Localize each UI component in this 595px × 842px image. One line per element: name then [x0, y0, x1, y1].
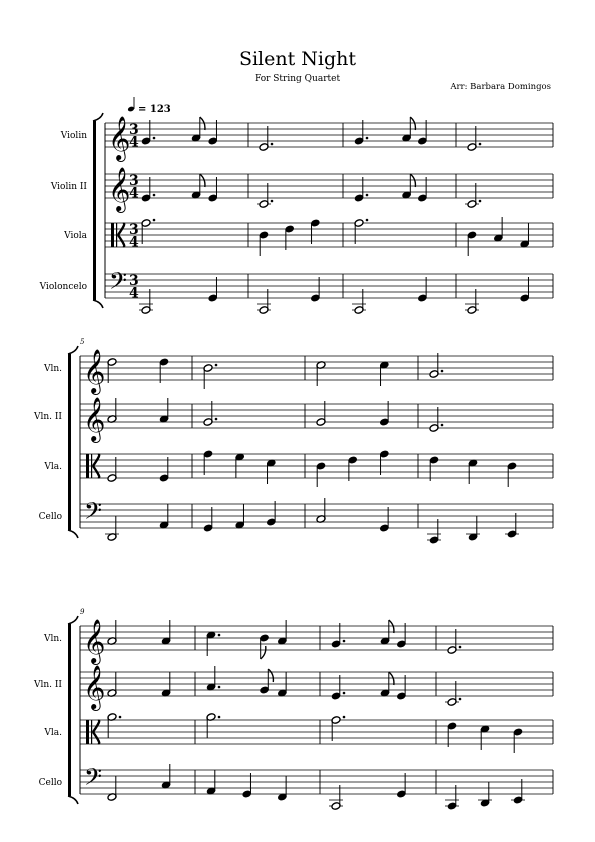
note [259, 231, 269, 256]
note [402, 117, 416, 142]
note [159, 457, 169, 482]
note [429, 456, 439, 481]
time-signature-bottom: 4 [129, 234, 139, 251]
note [331, 716, 345, 741]
note [203, 364, 217, 389]
note [402, 174, 416, 199]
instrument-name: Violoncelo [39, 282, 87, 292]
note [141, 120, 155, 145]
staff-vln2 [33, 665, 553, 711]
note [447, 629, 461, 654]
treble-clef-icon: 𝄞 [83, 619, 106, 663]
note [396, 773, 406, 798]
note [208, 277, 218, 302]
note [191, 117, 205, 142]
note [139, 289, 153, 314]
system [33, 608, 553, 810]
time-signature-top: 3 [129, 122, 139, 138]
instrument-name: Vln. II [33, 412, 62, 422]
staff-vln1 [60, 116, 553, 162]
instrument-name: Vln. [43, 364, 62, 374]
measure-number: 9 [80, 608, 85, 616]
note [141, 177, 155, 202]
note [468, 459, 478, 484]
note [467, 126, 481, 151]
note [396, 623, 406, 648]
treble-clef-icon: 𝄞 [108, 167, 131, 211]
bass-clef-icon: 𝄢 [109, 267, 128, 300]
note [348, 456, 358, 481]
time-signature-bottom: 4 [129, 134, 139, 151]
note [191, 174, 205, 199]
note [379, 450, 389, 475]
note [380, 672, 394, 697]
staff-vla [43, 450, 553, 487]
instrument-name: Violin [60, 131, 87, 141]
note [208, 177, 218, 202]
note [310, 277, 320, 302]
note [206, 770, 216, 795]
staff-vla [43, 713, 553, 753]
note [107, 358, 117, 383]
note [141, 219, 155, 244]
note [260, 634, 270, 659]
note [467, 231, 477, 256]
note [478, 782, 492, 807]
note [161, 672, 171, 697]
note [107, 776, 117, 801]
instrument-name: Violin II [50, 182, 87, 192]
tempo-marking [127, 97, 171, 115]
note [396, 675, 406, 700]
note [107, 620, 117, 645]
note [277, 776, 287, 801]
note [161, 620, 171, 645]
note [417, 277, 427, 302]
note [310, 219, 320, 244]
note [257, 183, 273, 208]
note [427, 519, 441, 544]
note [208, 120, 218, 145]
note [316, 462, 326, 487]
bass-clef-icon: 𝄢 [84, 497, 103, 530]
instrument-name: Cello [38, 778, 62, 788]
note [354, 177, 368, 202]
score-subtitle: For String Quartet [254, 74, 341, 84]
system [39, 97, 553, 314]
note [316, 498, 326, 523]
note [235, 504, 245, 529]
system-bracket [93, 121, 96, 300]
note [266, 459, 276, 484]
instrument-name: Viola [64, 231, 87, 241]
staff-vla [63, 217, 553, 256]
note [316, 361, 326, 386]
note [159, 358, 169, 383]
instrument-name: Vln. II [33, 680, 62, 690]
instrument-name: Vla. [44, 462, 62, 472]
tempo-value: = 123 [138, 104, 171, 115]
note [465, 183, 481, 208]
staff-vc [39, 497, 553, 544]
note [206, 631, 220, 656]
note [466, 516, 480, 541]
note [380, 620, 394, 645]
note [417, 120, 427, 145]
staff-vln2 [50, 167, 553, 213]
system-bracket [68, 354, 71, 530]
note [203, 507, 213, 532]
time-signature-top: 3 [129, 222, 139, 238]
note [107, 398, 117, 423]
note [429, 407, 443, 432]
treble-clef-icon: 𝄞 [83, 349, 106, 393]
staff-vc [39, 267, 553, 314]
instrument-name: Vln. [43, 634, 62, 644]
note [257, 289, 271, 314]
note [513, 728, 523, 753]
note [203, 401, 217, 426]
note [266, 501, 276, 526]
note [159, 504, 169, 529]
note [447, 722, 457, 747]
note [285, 225, 295, 250]
note [379, 361, 389, 386]
staff-vc [39, 763, 553, 810]
instrument-name: Vla. [44, 728, 62, 738]
note [316, 401, 326, 426]
time-signature-bottom: 4 [129, 185, 139, 202]
staff-vln1 [43, 349, 553, 395]
note [520, 223, 530, 248]
note [260, 669, 274, 694]
note [107, 672, 117, 697]
note [511, 779, 525, 804]
note [493, 217, 503, 242]
note [107, 713, 121, 738]
note [505, 513, 519, 538]
note [352, 289, 366, 314]
staff-vln1 [43, 619, 553, 665]
note [105, 516, 119, 541]
note [329, 785, 343, 810]
note [379, 507, 389, 532]
note [277, 620, 287, 645]
treble-clef-icon: 𝄞 [83, 397, 106, 441]
note [259, 126, 273, 151]
note [161, 764, 171, 789]
treble-clef-icon: 𝄞 [83, 665, 106, 709]
note [429, 353, 443, 378]
note [507, 462, 517, 487]
note [206, 666, 220, 691]
score-title: Silent Night [238, 48, 357, 70]
system-bracket [68, 624, 71, 796]
time-signature-top: 3 [129, 273, 139, 289]
note [331, 675, 345, 700]
system [33, 338, 553, 544]
note [203, 450, 213, 475]
instrument-name: Cello [38, 512, 62, 522]
note [107, 457, 117, 482]
time-signature-top: 3 [129, 173, 139, 189]
note [445, 785, 459, 810]
note [480, 725, 490, 750]
note [465, 289, 479, 314]
treble-clef-icon: 𝄞 [108, 116, 131, 160]
note [379, 401, 389, 426]
staff-vln2 [33, 397, 553, 443]
note [445, 681, 461, 706]
note [235, 453, 245, 478]
note [354, 120, 368, 145]
arranger-credit: Arr: Barbara Domingos [450, 82, 551, 92]
bass-clef-icon: 𝄢 [84, 763, 103, 796]
note [417, 177, 427, 202]
time-signature-bottom: 4 [129, 285, 139, 302]
note [520, 277, 530, 302]
note [354, 219, 368, 244]
note [277, 672, 287, 697]
note [206, 713, 220, 738]
note [159, 398, 169, 423]
measure-number: 5 [80, 338, 85, 346]
note [242, 773, 252, 798]
note [331, 623, 345, 648]
